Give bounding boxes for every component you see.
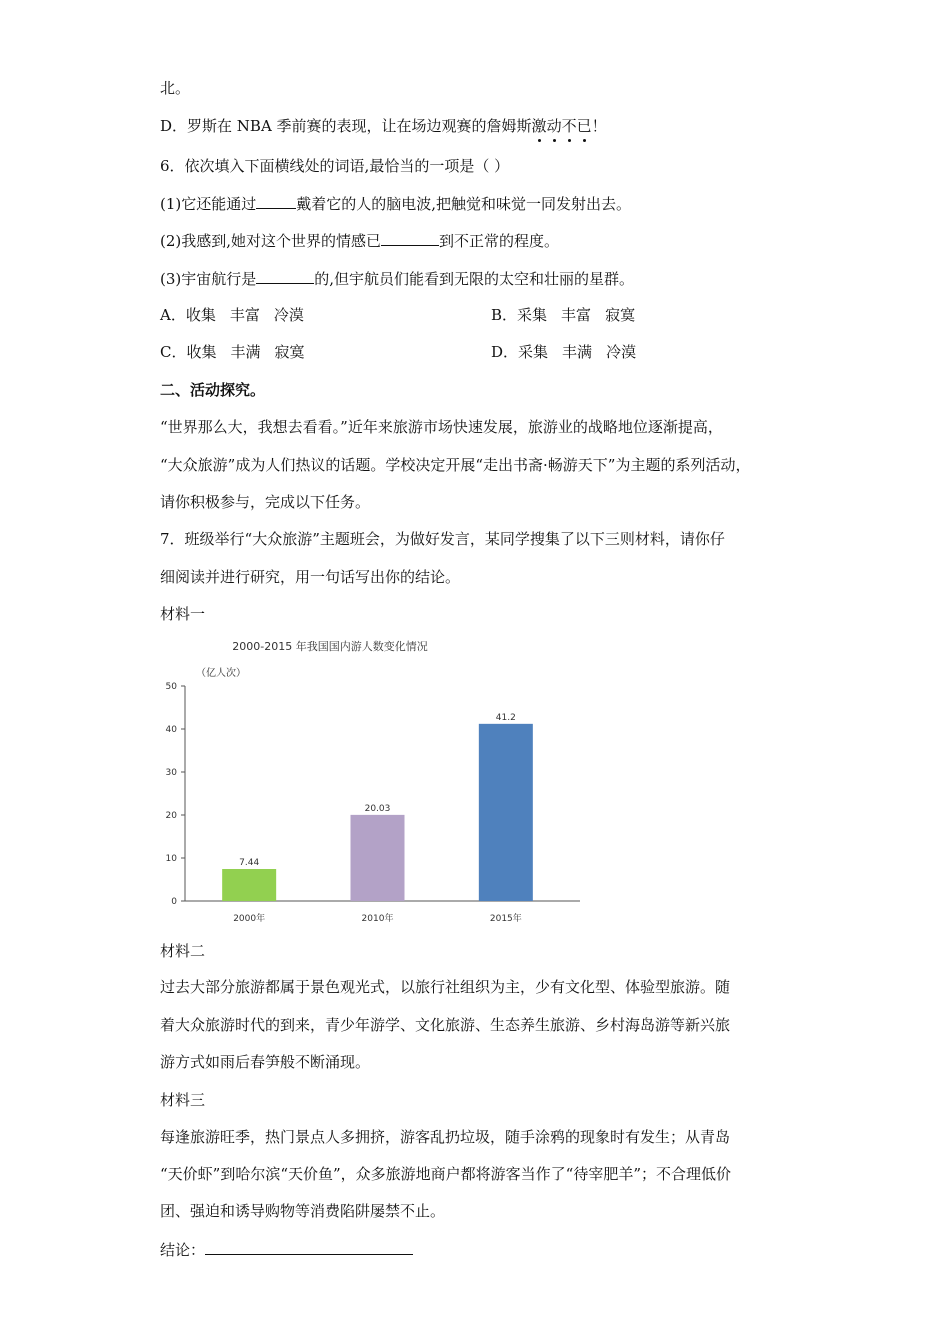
q6-s3-part-a: (3)宇宙航行是 (160, 270, 257, 288)
material-2-line: 游方式如雨后春笋般不断涌现。 (160, 1053, 371, 1071)
q5d-end: ！ (591, 117, 607, 135)
bar-2000年 (222, 869, 276, 901)
answer-blank[interactable] (256, 193, 296, 209)
emphasis-char: 动 (546, 117, 562, 135)
bar-value-label: 7.44 (239, 858, 260, 869)
q7-line: 7．班级举行“大众旅游”主题班会，为做好发言，某同学搜集了以下三则材料，请你仔 (160, 530, 725, 548)
q6-s1-part-b: 戴着它的人的脑电波,把触觉和味觉一同发射出去。 (296, 195, 632, 213)
emphasis-char: 不 (561, 117, 577, 135)
bar-2010年 (351, 815, 405, 901)
y-tick-label: 0 (171, 897, 177, 907)
option-b[interactable] (491, 305, 649, 325)
material-2-line: 着大众旅游时代的到来，青少年游学、文化旅游、生态养生旅游、乡村海岛游等新兴旅 (160, 1016, 731, 1034)
option-label: A． (160, 306, 186, 324)
q5-option-d (160, 116, 607, 136)
q5-continuation: 北。 (160, 79, 191, 97)
material-2-title: 材料二 (160, 942, 206, 960)
y-tick-label: 50 (165, 682, 177, 692)
material-3-title: 材料三 (160, 1091, 206, 1109)
option-word: 丰满 (230, 343, 261, 361)
option-word: 收集 (185, 306, 216, 324)
section-heading: 二、活动探究。 (160, 381, 266, 399)
q5d-text: D．罗斯在 NBA 季前赛的表现，让在场边观赛的詹姆斯 (160, 117, 532, 135)
material-2-line: 过去大部分旅游都属于景色观光式，以旅行社组织为主，少有文化型、体验型旅游。随 (160, 978, 731, 996)
chart-title: 2000-2015 年我国国内游人数变化情况 (232, 640, 428, 653)
material-1-title: 材料一 (160, 605, 206, 623)
option-label: B． (491, 306, 518, 324)
q7-line: 细阅读并进行研究，用一句话写出你的结论。 (160, 568, 461, 586)
q6-sentence-3 (160, 268, 634, 289)
tourism-bar-chart (160, 628, 600, 928)
option-c[interactable] (160, 342, 319, 362)
material-3-line: 每逢旅游旺季，热门景点人多拥挤，游客乱扔垃圾，随手涂鸦的现象时有发生；从青岛 (160, 1128, 731, 1146)
bar-value-label: 20.03 (364, 803, 391, 814)
y-tick-label: 30 (165, 768, 177, 778)
answer-blank[interactable] (256, 268, 314, 284)
q6-sentence-2 (160, 230, 559, 251)
material-3-line: “天价虾”到哈尔滨“天价鱼”，众多旅游地商户都将游客当作了“待宰肥羊”；不合理低价 (160, 1165, 732, 1183)
material-3-line: 团、强迫和诱导购物等消费陷阱屡禁不止。 (160, 1202, 446, 1220)
bars (222, 713, 533, 924)
y-ticks (166, 682, 185, 907)
bar-value-label: 41.2 (495, 712, 516, 723)
x-category-label: 2015年 (489, 914, 522, 924)
intro-line: “世界那么大，我想去看看。”近年来旅游市场快速发展，旅游业的战略地位逐渐提高， (160, 418, 723, 436)
q6-s2-part-a: (2)我感到,她对这个世界的情感已 (160, 232, 382, 250)
option-word: 丰富 (229, 306, 260, 324)
option-word: 采集 (518, 343, 549, 361)
x-category-label: 2010年 (361, 914, 394, 924)
option-word: 丰富 (561, 306, 592, 324)
option-word: 寂寞 (274, 343, 305, 361)
q6-s1-part-a: (1)它还能通过 (160, 195, 257, 213)
option-d[interactable] (491, 342, 650, 362)
emphasis-char: 已 (576, 117, 592, 135)
answer-blank[interactable] (381, 230, 439, 246)
option-label: D． (491, 343, 519, 361)
y-axis-label: （亿人次） (196, 668, 246, 679)
y-tick-label: 10 (165, 854, 177, 864)
intro-line: “大众旅游”成为人们热议的话题。学校决定开展“走出书斋·畅游天下”为主题的系列活动， (160, 456, 751, 474)
emphasis-char: 激 (531, 117, 547, 135)
option-word: 寂寞 (605, 306, 636, 324)
option-word: 采集 (517, 306, 548, 324)
intro-line: 请你积极参与，完成以下任务。 (160, 493, 371, 511)
q6-stem: 6．依次填入下面横线处的词语,最恰当的一项是（ ） (160, 157, 510, 175)
y-tick-label: 20 (165, 811, 177, 821)
q6-sentence-1 (160, 193, 631, 214)
option-word: 冷漠 (273, 306, 304, 324)
x-category-label: 2000年 (233, 914, 266, 924)
option-label: C． (160, 343, 187, 361)
option-word: 收集 (186, 343, 217, 361)
conclusion-label: 结论： (160, 1241, 206, 1259)
q6-s3-part-b: 的,但宇航员们能看到无限的太空和壮丽的星群。 (314, 270, 635, 288)
conclusion-row (160, 1239, 413, 1260)
q6-s2-part-b: 到不正常的程度。 (439, 232, 560, 250)
option-word: 丰满 (562, 343, 593, 361)
conclusion-blank[interactable] (205, 1239, 413, 1255)
y-tick-label: 40 (165, 725, 177, 735)
option-word: 冷漠 (606, 343, 637, 361)
bar-2015年 (479, 724, 533, 901)
option-a[interactable] (160, 305, 318, 325)
